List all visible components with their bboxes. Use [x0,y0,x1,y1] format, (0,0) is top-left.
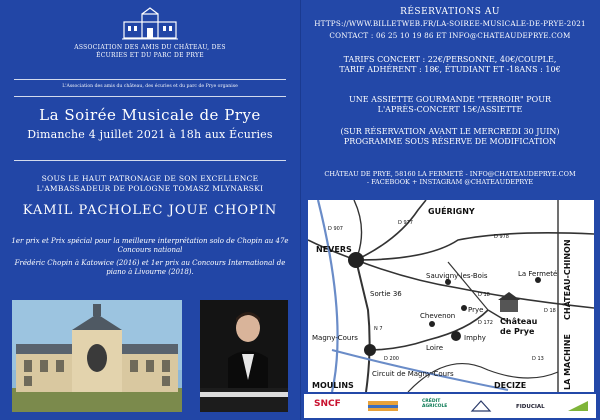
map-label: Loire [426,344,444,352]
event-date: Dimanche 4 juillet 2021 à 18h aux Écuries [27,128,273,141]
road-label: D 18 [478,292,490,298]
booking-line: (SUR RÉSERVATION AVANT LE MERCREDI 30 JUIN) [340,127,560,136]
association-line: L'Association des amis du château, des écuries et du parc de Prye organise [62,84,238,89]
sponsor-logo: FIDUCIAL [516,404,545,410]
map-label: Sortie 36 [370,290,402,298]
road-label: D 907 [328,226,343,232]
reservations-title: RÉSERVATIONS AU [400,7,500,17]
map-label: DECIZE [494,381,527,390]
road-label: D 977 [398,220,413,226]
map-label: Imphy [464,334,486,342]
prize-line: Frédéric Chopin à Katowice (2016) et 1er prix au Concours International de piano à Livourne (2018). [14,259,286,276]
map-label: LA MACHINE [563,334,572,390]
patronage-line: L'AMBASSADEUR DE POLOGNE TOMASZ MLYNARSKI [36,184,264,193]
sponsor-logo: CRÉDIT AGRICOLE [422,399,448,409]
sponsor-logo [368,399,398,415]
map-label: Chevenon [420,312,456,320]
map-label: Magny-Cours [312,334,358,342]
concert-title: KAMIL PACHOLEC JOUE CHOPIN [22,203,278,218]
road-label: N 7 [374,326,383,332]
road-label: D 13 [532,356,544,362]
address-line: - FACEBOOK + INSTAGRAM @CHATEAUDEPRYE [366,178,534,186]
map-label: de Prye [500,327,535,336]
chateau-logo [120,6,180,42]
prize-line: 1er prix et Prix spécial pour la meilleure interprétation solo de Chopin au 47e Concours national [11,237,289,254]
pricing-line: TARIF ADHÉRENT : 18€, ÉTUDIANT ET -18ANS : 10€ [339,65,561,74]
sponsor-logo [470,399,492,415]
sponsor-logo [566,399,590,415]
map-label: NEVERS [316,245,352,254]
castle-icon [500,300,518,312]
map-label: CHÂTEAU-CHINON [563,239,572,320]
chateau-photo [12,300,182,412]
prize-text [8,237,292,277]
road-label: D 200 [384,356,399,362]
booking-note [300,127,600,147]
divider [14,96,286,97]
patronage [0,174,300,194]
event-title: La Soirée Musicale de Prye [39,106,261,124]
map-label: Sauvigny-les-Bois [426,272,488,280]
divider [14,160,286,161]
reservations-link[interactable]: HTTPS://WWW.BILLETWEB.FR/LA-SOIREE-MUSICALE-DE-PRYE-2021 [314,19,586,28]
booking-line: PROGRAMME SOUS RÉSERVE DE MODIFICATION [343,137,557,146]
contact-info: CONTACT : 06 25 10 19 86 ET INFO@CHATEAUDEPRYE.COM [329,31,571,40]
nevers-marker [348,252,364,268]
sponsor-strip [304,394,596,418]
plate-offer [300,95,600,115]
plate-line: L'APRÈS-CONCERT 15€/ASSIETTE [377,105,523,114]
address [300,170,600,186]
map-label: La Fermeté [518,270,558,278]
sponsor-logo: SNCF [314,399,341,409]
patronage-line: SOUS LE HAUT PATRONAGE DE SON EXCELLENCE [41,174,259,183]
pricing [300,55,600,75]
address-line: CHÂTEAU DE PRYE, 58160 LA FERMETÉ - INFO@CHATEAUDEPRYE.COM [324,170,576,178]
map-label: GUÉRIGNY [428,207,475,216]
map-label: Château [500,317,538,326]
road-label: D 978 [494,234,509,240]
pricing-line: TARIFS CONCERT : 22€/PERSONNE, 40€/COUPLE, [343,55,557,64]
access-map [308,200,594,392]
divider [14,79,286,80]
plate-line: UNE ASSIETTE GOURMANDE "TERROIR" POUR [349,95,551,104]
association-header: ASSOCIATION DES AMIS DU CHÂTEAU, DES ÉCURIES ET DU PARC DE PRYE [74,44,226,59]
road-label: D 172 [478,320,493,326]
road-label: D 18 [544,308,556,314]
map-label: Prye [468,306,484,314]
map-label: Circuit de Magny-Cours [372,370,454,378]
pianist-photo [200,300,288,412]
map-label: MOULINS [312,381,354,390]
